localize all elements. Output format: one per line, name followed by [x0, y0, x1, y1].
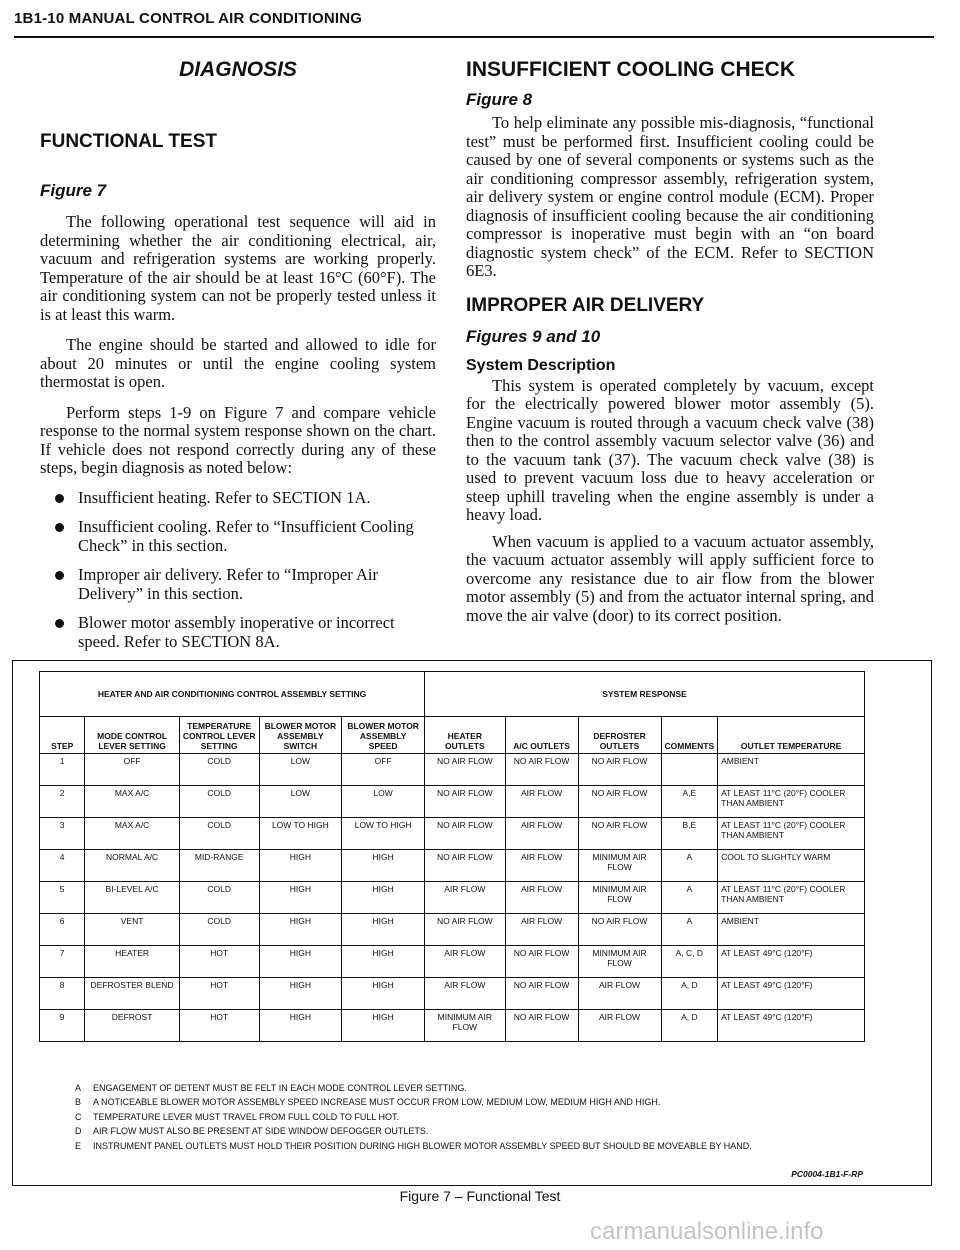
column-header: BLOWER MOTOR ASSEMBLY SPEED — [342, 717, 425, 754]
table-cell: HIGH — [342, 882, 425, 914]
table-row — [40, 946, 865, 978]
note-text: A NOTICEABLE BLOWER MOTOR ASSEMBLY SPEED INCREASE MUST OCCUR FROM LOW, MEDIUM LOW, MEDIUM HIGH AND HIGH. — [93, 1097, 661, 1108]
table-cell: LOW TO HIGH — [259, 818, 342, 850]
table-cell: AIR FLOW — [505, 914, 578, 946]
table-cell: A, D — [661, 1010, 718, 1042]
table-cell: B,E — [661, 818, 718, 850]
column-header: COMMENTS — [661, 717, 718, 754]
note-text: ENGAGEMENT OF DETENT MUST BE FELT IN EACH MODE CONTROL LEVER SETTING. — [93, 1083, 467, 1093]
table-column-header-row — [40, 717, 865, 754]
figure-code: PC0004-1B1-F-RP — [791, 1169, 863, 1179]
table-cell: HIGH — [259, 1010, 342, 1042]
note-key: D — [75, 1126, 82, 1137]
column-header: STEP — [40, 717, 85, 754]
left-column — [40, 58, 436, 651]
note-key: E — [75, 1140, 82, 1151]
table-cell: AT LEAST 49°C (120°F) — [718, 1010, 865, 1042]
note-line — [75, 1124, 875, 1138]
table-cell: HOT — [179, 978, 259, 1010]
table-row — [40, 786, 865, 818]
table-row — [40, 882, 865, 914]
table-cell: AMBIENT — [718, 754, 865, 786]
table-cell: NO AIR FLOW — [425, 786, 506, 818]
table-cell: AIR FLOW — [505, 882, 578, 914]
table-cell: HIGH — [342, 978, 425, 1010]
table-cell: COLD — [179, 914, 259, 946]
table-cell: 3 — [40, 818, 85, 850]
system-description-paragraph-1: This system is operated completely by vacuum, except for the electrically powered blower motor assembly (5). Engine vacuum is routed through a vacuum check valve (38) then to the control assembly vacuum selector valve (36) and to the vacuum tank (37). The vacuum check valve (38) is used to prevent vacuum loss due to heavy acceleration or steep uphill traveling when the engine assembly is under a heavy load. — [466, 375, 874, 524]
table-cell: NO AIR FLOW — [578, 754, 661, 786]
bullet-item — [40, 489, 436, 508]
table-cell: 6 — [40, 914, 85, 946]
column-header: A/C OUTLETS — [505, 717, 578, 754]
figure-8-heading: Figure 8 — [466, 90, 533, 109]
table-cell: NO AIR FLOW — [578, 786, 661, 818]
note-text: INSTRUMENT PANEL OUTLETS MUST HOLD THEIR POSITION DURING HIGH BLOWER MOTOR ASSEMBLY SPEED BUT SHOULD BE MOVEABLE BY HAND. — [93, 1140, 752, 1151]
table-cell: COLD — [179, 818, 259, 850]
table-cell: COLD — [179, 754, 259, 786]
table-cell: 8 — [40, 978, 85, 1010]
table-cell: 5 — [40, 882, 85, 914]
table-cell: DEFROSTER BLEND — [85, 978, 180, 1010]
page-header — [14, 10, 934, 38]
table-row — [40, 914, 865, 946]
table-cell: NO AIR FLOW — [578, 914, 661, 946]
table-cell: AIR FLOW — [505, 818, 578, 850]
table-cell: 1 — [40, 754, 85, 786]
diagnosis-heading: DIAGNOSIS — [179, 58, 297, 81]
table-cell: AIR FLOW — [505, 786, 578, 818]
bullet-text: Blower motor assembly inoperative or incorrect speed. Refer to SECTION 8A. — [78, 613, 395, 651]
watermark: carmanualsonline.info — [590, 1218, 824, 1245]
table-cell: MINIMUM AIR FLOW — [578, 946, 661, 978]
bullet-text: Insufficient heating. Refer to SECTION 1A. — [78, 487, 371, 507]
table-cell: A,E — [661, 786, 718, 818]
table-cell: A — [661, 882, 718, 914]
table-cell: OFF — [342, 754, 425, 786]
functional-test-heading: FUNCTIONAL TEST — [40, 131, 217, 152]
insufficient-cooling-paragraph: To help eliminate any possible mis-diagnosis, “functional test” must be performed first. Insufficient cooling could be caused by one of several components or systems such as the air conditioning compressor assembly, refrigeration system, air delivery system or engine control module (ECM). Proper diagnosis of insufficient cooling because the air conditioning compressor is inoperative must begin with an “on board diagnostic system check” of the ECM. Refer to SECTION 6E3. — [466, 113, 874, 280]
system-description-heading: System Description — [466, 356, 616, 374]
bullet-text: Insufficient cooling. Refer to “Insufficient Cooling Check” in this section. — [78, 517, 414, 555]
table-cell: AIR FLOW — [425, 882, 506, 914]
table-cell: MAX A/C — [85, 818, 180, 850]
table-cell: A, D — [661, 978, 718, 1010]
table-cell: LOW — [342, 786, 425, 818]
table-cell: NO AIR FLOW — [578, 818, 661, 850]
table-cell: MINIMUM AIR FLOW — [578, 850, 661, 882]
table-cell: 7 — [40, 946, 85, 978]
diagnosis-bullet-list — [40, 489, 436, 652]
functional-test-table-wrapper — [39, 671, 865, 1042]
table-cell: AIR FLOW — [505, 850, 578, 882]
note-text: TEMPERATURE LEVER MUST TRAVEL FROM FULL COLD TO FULL HOT. — [93, 1111, 400, 1122]
table-cell: NO AIR FLOW — [425, 754, 506, 786]
table-cell: A — [661, 914, 718, 946]
table-cell: HIGH — [259, 946, 342, 978]
functional-test-paragraph-2: The engine should be started and allowed to idle for about 20 minutes or until the engine cooling system thermostat is open. — [40, 335, 436, 391]
table-cell: HIGH — [259, 978, 342, 1010]
table-row — [40, 818, 865, 850]
table-cell: COOL TO SLIGHTLY WARM — [718, 850, 865, 882]
table-cell: HOT — [179, 1010, 259, 1042]
table-cell: 2 — [40, 786, 85, 818]
note-line — [75, 1139, 875, 1153]
table-cell: NO AIR FLOW — [505, 754, 578, 786]
column-header: HEATER OUTLETS — [425, 717, 506, 754]
bullet-text: Improper air delivery. Refer to “Improper Air Delivery” in this section. — [78, 565, 378, 603]
table-cell: A — [661, 850, 718, 882]
table-cell: MINIMUM AIR FLOW — [578, 882, 661, 914]
table-cell: LOW TO HIGH — [342, 818, 425, 850]
table-cell: AT LEAST 49°C (120°F) — [718, 978, 865, 1010]
table-body — [40, 754, 865, 1042]
table-cell: AT LEAST 49°C (120°F) — [718, 946, 865, 978]
table-cell: MID-RANGE — [179, 850, 259, 882]
note-line — [75, 1110, 875, 1124]
bullet-icon — [55, 494, 64, 503]
note-key: A — [75, 1083, 82, 1093]
figure-7-heading: Figure 7 — [40, 181, 107, 200]
system-response-group-header: SYSTEM RESPONSE — [425, 672, 865, 717]
note-key: C — [75, 1111, 82, 1122]
page-header-text: 1B1-10 MANUAL CONTROL AIR CONDITIONING — [14, 10, 363, 27]
bullet-item — [40, 518, 436, 555]
table-notes — [75, 1081, 875, 1153]
table-cell: HIGH — [342, 1010, 425, 1042]
functional-test-paragraph-1: The following operational test sequence will aid in determining whether the air conditioning electrical, air, vacuum and refrigeration systems are working properly. Temperature of the air should be at least 16°C (60°F). The air conditioning system can not be properly tested unless it is at least this warm. — [40, 212, 436, 324]
bullet-icon — [55, 571, 64, 580]
table-cell: VENT — [85, 914, 180, 946]
table-cell: HIGH — [259, 882, 342, 914]
table-cell: NO AIR FLOW — [425, 850, 506, 882]
table-row — [40, 978, 865, 1010]
insufficient-cooling-heading: INSUFFICIENT COOLING CHECK — [466, 58, 795, 81]
bullet-item — [40, 566, 436, 603]
table-cell: LOW — [259, 754, 342, 786]
table-row — [40, 754, 865, 786]
table-cell: 9 — [40, 1010, 85, 1042]
table-cell: AIR FLOW — [578, 1010, 661, 1042]
table-cell: HIGH — [259, 850, 342, 882]
note-text: AIR FLOW MUST ALSO BE PRESENT AT SIDE WINDOW DEFOGGER OUTLETS. — [93, 1126, 429, 1137]
table-cell: AT LEAST 11°C (20°F) COOLER THAN AMBIENT — [718, 786, 865, 818]
table-cell: NO AIR FLOW — [505, 978, 578, 1010]
functional-test-paragraph-3: Perform steps 1-9 on Figure 7 and compare vehicle response to the normal system response shown on the chart. If vehicle does not respond correctly during any of these steps, begin diagnosis as noted below: — [40, 402, 436, 477]
table-cell: AT LEAST 11°C (20°F) COOLER THAN AMBIENT — [718, 882, 865, 914]
table-row — [40, 850, 865, 882]
figure-caption: Figure 7 – Functional Test — [399, 1188, 561, 1204]
right-column — [466, 58, 874, 625]
table-cell: AT LEAST 11°C (20°F) COOLER THAN AMBIENT — [718, 818, 865, 850]
table-cell: OFF — [85, 754, 180, 786]
system-description-paragraph-2: When vacuum is applied to a vacuum actuator assembly, the vacuum actuator assembly will apply sufficient force to overcome any resistance due to air flow from the blower motor assembly (5) and from the actuator internal spring, and move the air valve (door) to its correct position. — [466, 531, 874, 625]
table-cell — [661, 754, 718, 786]
table-cell: HIGH — [342, 914, 425, 946]
bullet-icon — [55, 619, 64, 628]
improper-air-delivery-heading: IMPROPER AIR DELIVERY — [466, 294, 705, 316]
table-cell: HIGH — [342, 946, 425, 978]
figures-9-10-heading: Figures 9 and 10 — [466, 326, 601, 346]
table-cell: NORMAL A/C — [85, 850, 180, 882]
table-cell: HEATER — [85, 946, 180, 978]
table-group-header-row — [40, 672, 865, 717]
bullet-item — [40, 614, 436, 651]
table-cell: AIR FLOW — [425, 946, 506, 978]
table-cell: AMBIENT — [718, 914, 865, 946]
column-header: DEFROSTER OUTLETS — [578, 717, 661, 754]
control-setting-group-header: HEATER AND AIR CONDITIONING CONTROL ASSEMBLY SETTING — [40, 672, 425, 717]
table-cell: COLD — [179, 882, 259, 914]
note-line — [75, 1095, 875, 1109]
functional-test-table — [39, 671, 865, 1042]
column-header: OUTLET TEMPERATURE — [718, 717, 865, 754]
table-cell: MINIMUM AIR FLOW — [425, 1010, 506, 1042]
table-cell: AIR FLOW — [425, 978, 506, 1010]
table-cell: NO AIR FLOW — [505, 946, 578, 978]
bullet-icon — [55, 523, 64, 532]
table-cell: DEFROST — [85, 1010, 180, 1042]
figure-7-box — [12, 660, 932, 1186]
table-cell: NO AIR FLOW — [425, 914, 506, 946]
table-cell: NO AIR FLOW — [505, 1010, 578, 1042]
table-cell: NO AIR FLOW — [425, 818, 506, 850]
table-cell: 4 — [40, 850, 85, 882]
table-cell: BI-LEVEL A/C — [85, 882, 180, 914]
table-cell: AIR FLOW — [578, 978, 661, 1010]
column-header: MODE CONTROL LEVER SETTING — [85, 717, 180, 754]
table-cell: LOW — [259, 786, 342, 818]
table-cell: MAX A/C — [85, 786, 180, 818]
note-line — [75, 1081, 875, 1095]
table-row — [40, 1010, 865, 1042]
table-cell: A, C, D — [661, 946, 718, 978]
table-cell: HOT — [179, 946, 259, 978]
table-cell: COLD — [179, 786, 259, 818]
table-cell: HIGH — [259, 914, 342, 946]
column-header: BLOWER MOTOR ASSEMBLY SWITCH — [259, 717, 342, 754]
note-key: B — [75, 1097, 82, 1108]
table-cell: HIGH — [342, 850, 425, 882]
column-header: TEMPERATURE CONTROL LEVER SETTING — [179, 717, 259, 754]
